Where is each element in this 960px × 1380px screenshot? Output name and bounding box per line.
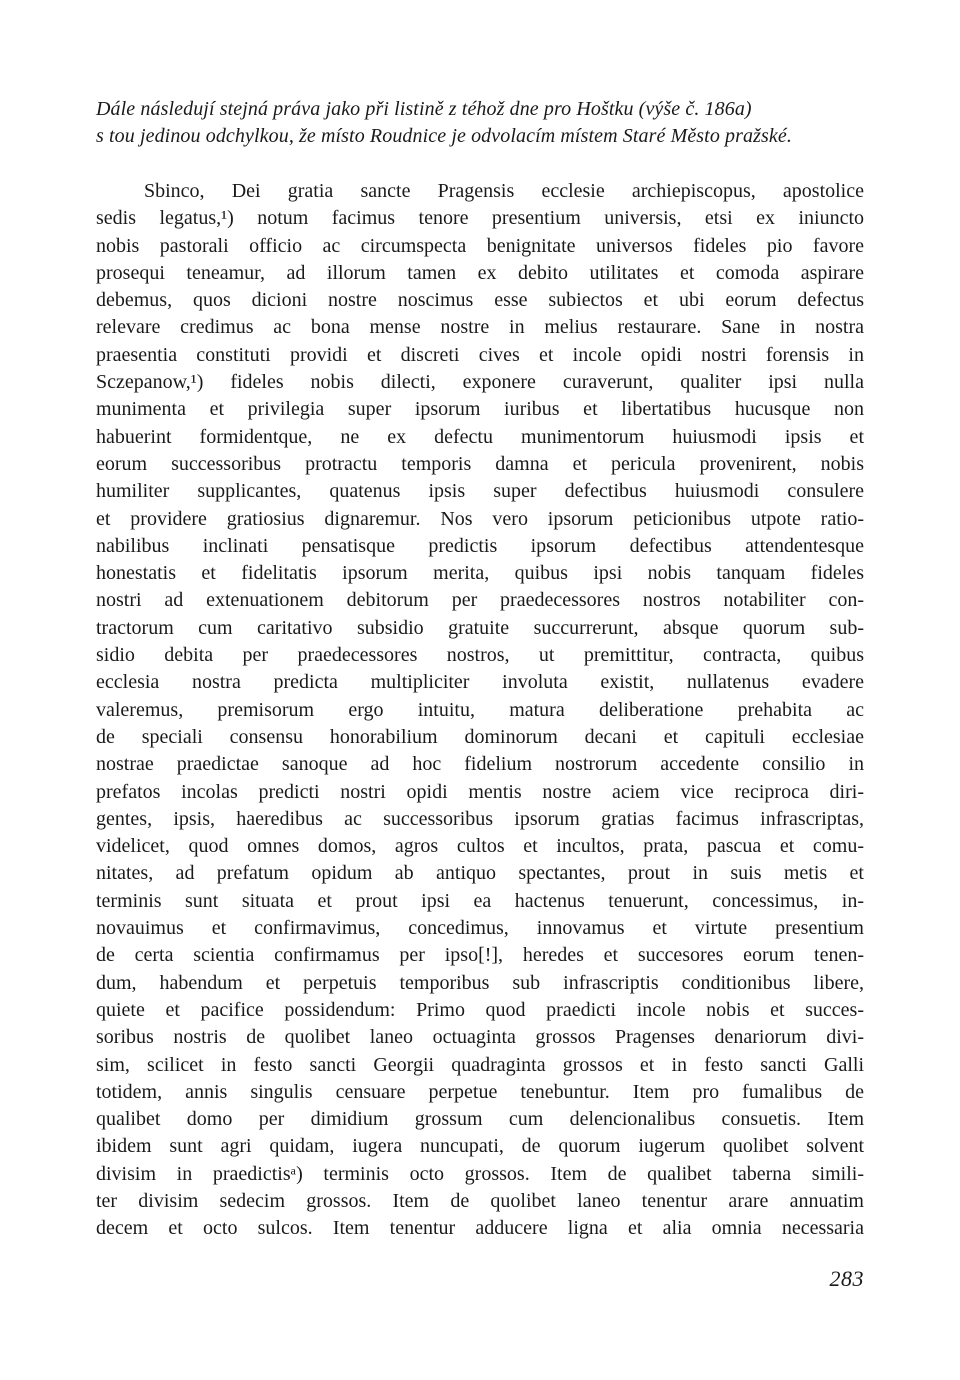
text-line: sidio debita per praedecessores nostros, ut premittitur, contracta, quibus	[96, 644, 864, 667]
text-line: nabilibus inclinati pensatisque predictis ipsorum defectibus attendentesque	[96, 534, 864, 557]
text-line: divisim in praedictisᵃ) terminis octo grossos. Item de qualibet taberna simili-	[96, 1162, 864, 1185]
text-line: Sbinco, Dei gratia sancte Pragensis ecclesie archiepiscopus, apostolice	[144, 180, 864, 202]
text-line: novauimus et confirmavimus, concedimus, innovamus et virtute presentium	[96, 917, 864, 940]
text-line: Sczepanow,¹) fideles nobis dilecti, exponere curaverunt, qualiter ipsi nulla	[96, 371, 864, 394]
text-line: habuerint formidentque, ne ex defectu munimentorum huiusmodi ipsis et	[96, 425, 864, 448]
text-line: nostri ad extenuationem debitorum per praedecessores nostros notabiliter con-	[96, 589, 864, 612]
text-line: ecclesia nostra predicta multipliciter involuta existit, nullatenus evadere	[96, 671, 864, 694]
text-line: honestatis et fidelitatis ipsorum merita, quibus ipsi nobis tanquam fideles	[96, 562, 864, 585]
text-line: prefatos incolas predicti nostri opidi mentis nostre aciem vice reciproca diri-	[96, 780, 864, 803]
text-line: quiete et pacifice possidendum: Primo quod praedicti incole nobis et succes-	[96, 998, 864, 1021]
text-line: soribus nostris de quolibet laneo octuaginta grossos Pragenses denariorum divi-	[96, 1026, 864, 1049]
text-line: et providere gratiosius dignaremur. Nos vero ipsorum peticionibus utpote ratio-	[96, 507, 864, 530]
editorial-note	[96, 96, 864, 150]
text-line: praesentia constituti providi et discreti cives et incole opidi nostri forensis in	[96, 343, 864, 366]
text-line: gentes, ipsis, haeredibus ac successoribus ipsorum gratias facimus infrascriptas,	[96, 807, 864, 830]
text-line: relevare credimus ac bona mense nostre in melius restaurare. Sane in nostra	[96, 316, 864, 339]
text-line: tractorum cum caritativo subsidio gratuite succurrerunt, absque quorum sub-	[96, 616, 864, 639]
text-line: dum, habendum et perpetuis temporibus sub infrascriptis conditionibus libere,	[96, 971, 864, 994]
text-line: videlicet, quod omnes domos, agros cultos et incultos, prata, pascua et comu-	[96, 835, 864, 858]
text-line: ibidem sunt agri quidam, iugera nuncupati, de quorum iugerum quolibet solvent	[96, 1135, 864, 1158]
text-line: sedis legatus,¹) notum facimus tenore presentium universis, etsi ex iniuncto	[96, 207, 864, 230]
text-line: prosequi teneamur, ad illorum tamen ex debito utilitates et comoda aspirare	[96, 261, 864, 284]
note-line: Dále následují stejná práva jako při listině z téhož dne pro Hoštku (výše č. 186a)	[96, 98, 752, 120]
text-line: munimenta et privilegia super ipsorum iuribus et libertatibus hucusque non	[96, 398, 864, 421]
text-line: terminis sunt situata et prout ipsi ea hactenus tenuerunt, concessimus, in-	[96, 889, 864, 912]
charter-text	[96, 178, 864, 1243]
text-line: nobis pastorali officio ac circumspecta benignitate universos fideles pio favore	[96, 234, 864, 257]
text-line: de certa scientia confirmamus per ipso[!], heredes et succesores eorum tenen-	[96, 944, 864, 967]
text-line: debemus, quos dicioni nostre noscimus esse subiectos et ubi eorum defectus	[96, 289, 864, 312]
text-line: sim, scilicet in festo sancti Georgii quadraginta grossos et in festo sancti Galli	[96, 1053, 864, 1076]
text-line: humiliter supplicantes, quatenus ipsis super defectibus huiusmodi consulere	[96, 480, 864, 503]
text-line: valeremus, premisorum ergo intuitu, matura deliberatione prehabita ac	[96, 698, 864, 721]
document-page	[96, 96, 864, 1336]
text-line: de speciali consensu honorabilium dominorum decani et capituli ecclesiae	[96, 725, 864, 748]
text-line: qualibet domo per dimidium grossum cum delencionalibus consuetis. Item	[96, 1108, 864, 1131]
text-line: nostrae praedictae sanoque ad hoc fidelium nostrorum accedente consilio in	[96, 753, 864, 776]
text-line: eorum successoribus protractu temporis damna et pericula provenirent, nobis	[96, 452, 864, 475]
text-line: totidem, annis singulis censuare perpetue tenebuntur. Item pro fumalibus de	[96, 1080, 864, 1103]
text-line: ter divisim sedecim grossos. Item de quolibet laneo tenentur arare annuatim	[96, 1189, 864, 1212]
note-line: s tou jedinou odchylkou, že místo Roudnice je odvolacím místem Staré Město pražské.	[96, 125, 792, 147]
text-line: decem et octo sulcos. Item tenentur adducere ligna et alia omnia necessaria	[96, 1217, 864, 1240]
text-line: nitates, ad prefatum opidum ab antiquo spectantes, prout in suis metis et	[96, 862, 864, 885]
page-number: 283	[829, 1266, 864, 1291]
